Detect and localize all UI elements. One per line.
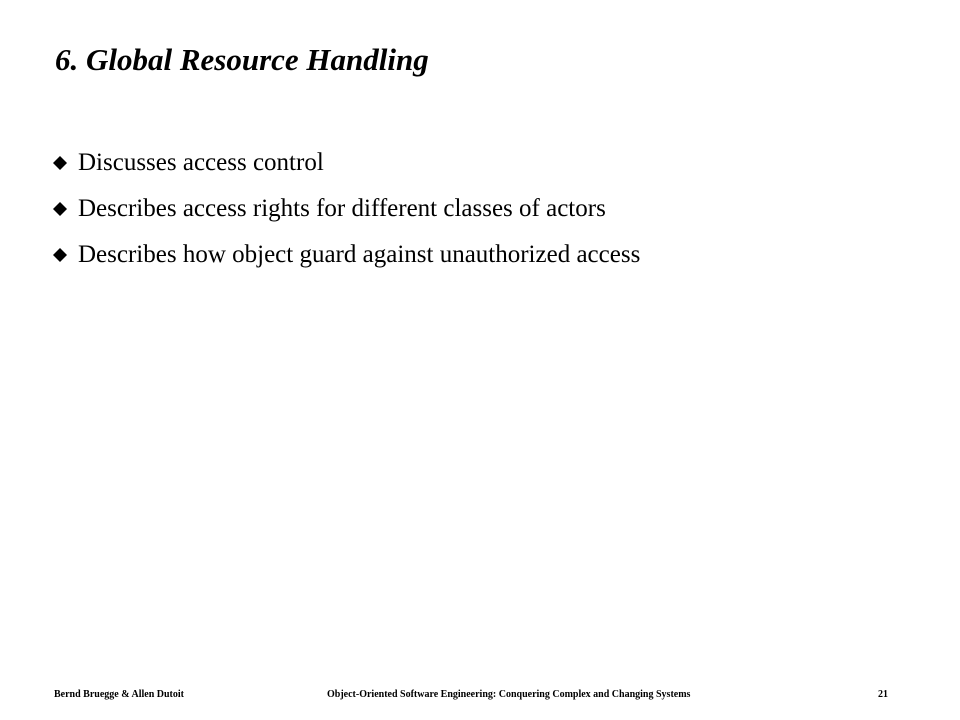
bullet-item [50, 140, 640, 186]
slide-title: 6. Global Resource Handling [55, 42, 429, 77]
bullet-text: Describes how object guard against unauthorized access [78, 241, 641, 268]
bullet-item [50, 186, 640, 232]
footer-authors: Bernd Bruegge & Allen Dutoit [54, 689, 184, 700]
diamond-bullet-icon [50, 199, 70, 219]
bullet-text: Discusses access control [78, 149, 324, 176]
diamond-bullet-icon [50, 153, 70, 173]
footer-page-number: 21 [878, 689, 888, 700]
bullet-text: Describes access rights for different classes of actors [78, 195, 606, 222]
diamond-bullet-icon [50, 245, 70, 265]
bullet-list [50, 140, 640, 278]
footer-book-title: Object-Oriented Software Engineering: Conquering Complex and Changing Systems [327, 689, 691, 700]
bullet-item [50, 232, 640, 278]
